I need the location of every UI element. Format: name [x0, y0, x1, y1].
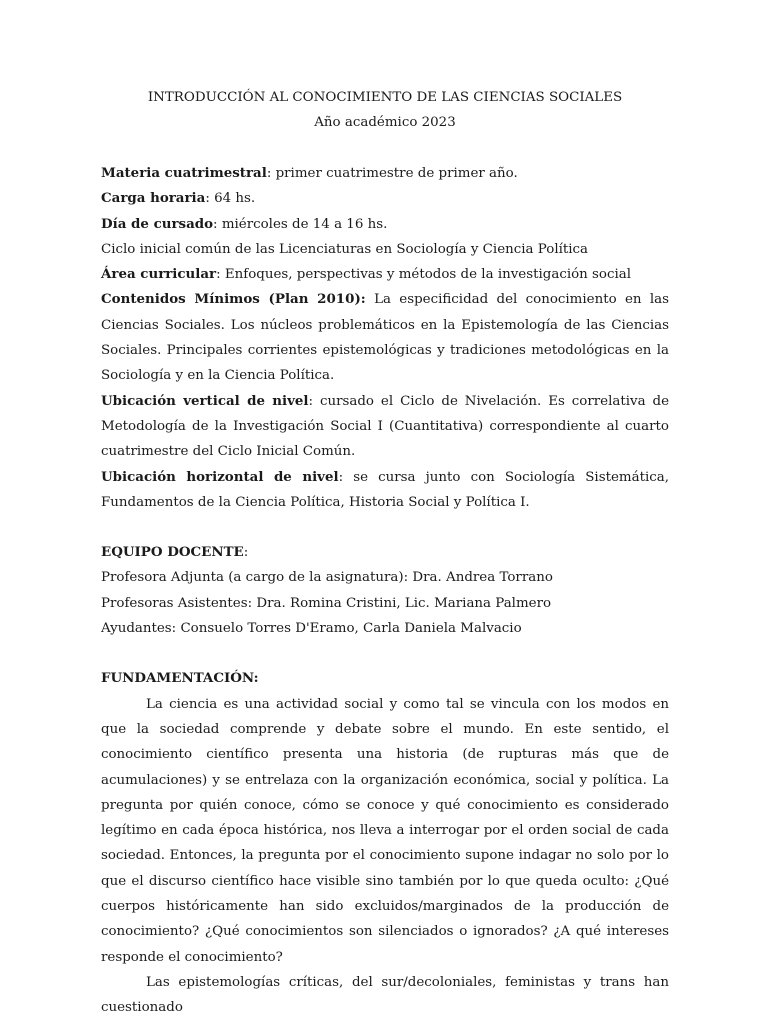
equipo-heading	[101, 540, 669, 565]
vertical-paragraph	[101, 389, 669, 465]
horizontal-paragraph	[101, 465, 669, 516]
equipo-line: Profesora Adjunta (a cargo de la asignatura): Dra. Andrea Torrano	[101, 570, 553, 586]
equipo-heading-text: EQUIPO DOCENTE	[101, 544, 244, 561]
materia-label: Materia cuatrimestral	[101, 165, 267, 181]
academic-year: Año académico 2023	[314, 115, 456, 130]
fundamentacion-heading	[101, 666, 669, 691]
dia-line	[101, 212, 669, 237]
document-body	[101, 85, 669, 1021]
contenidos-paragraph	[101, 287, 669, 388]
materia-line	[101, 161, 669, 186]
dia-value: : miércoles de 14 a 16 hs.	[213, 216, 388, 232]
fundamentacion-paragraph-2: Las epistemologías críticas, del sur/decoloniales, feministas y trans han cuestionado	[101, 974, 669, 1016]
equipo-line: Ayudantes: Consuelo Torres D'Eramo, Carla Daniela Malvacio	[101, 621, 522, 637]
vertical-value: : cursado el Ciclo de Nivelación. Es correlativa de Metodología de la Investigación Social I (Cuantitativa) correspondiente al cuarto cuatrimestre del Ciclo Inicial Común.	[101, 393, 669, 460]
carga-line	[101, 186, 669, 211]
equipo-line: Profesoras Asistentes: Dra. Romina Cristini, Lic. Mariana Palmero	[101, 595, 552, 611]
dia-label: Día de cursado	[101, 215, 214, 232]
fundamentacion-paragraph-1: La ciencia es una actividad social y como tal se vincula con los modos en que la sociedad comprende y debate sobre el mundo. En este sentido, el conocimiento científico presenta una historia (de rupturas más que de acumulaciones) y se entrelaza con la organización económica, social y política. La pregunta por quién conoce, cómo se conoce y qué conocimiento es considerado legítimo en cada época histórica, nos lleva a interrogar por el orden social de cada sociedad. Entonces, la pregunta por el conocimiento supone indagar no solo por lo que el discurso científico hace visible sino también por lo que queda oculto: ¿Qué cuerpos históricamente han sido excluidos/marginados de la producción de conocimiento? ¿Qué conocimientos son silenciados o ignorados? ¿A qué intereses responde el conocimiento?	[101, 696, 669, 965]
area-line	[101, 262, 669, 287]
contenidos-value: La especificidad del conocimiento en las Ciencias Sociales. Los núcleos problemáticos en la Epistemología de las Ciencias Sociales. Principales corrientes epistemológicas y tradiciones metodológicas en la Sociología y en la Ciencia Política.	[101, 292, 669, 384]
ciclo-line: Ciclo inicial común de las Licenciaturas en Sociología y Ciencia Política	[101, 241, 589, 257]
horizontal-value: : se cursa junto con Sociología Sistemática, Fundamentos de la Ciencia Política, Historia Social y Política I.	[101, 469, 669, 510]
contenidos-label: Contenidos Mínimos (Plan 2010):	[101, 291, 366, 308]
carga-value: : 64 hs.	[205, 191, 256, 207]
materia-value: : primer cuatrimestre de primer año.	[266, 166, 518, 181]
horizontal-label: Ubicación horizontal de nivel	[101, 468, 339, 485]
fundamentacion-heading-text: FUNDAMENTACIÓN:	[101, 670, 259, 687]
vertical-label: Ubicación vertical de nivel	[101, 392, 309, 409]
area-value: : Enfoques, perspectivas y métodos de la investigación social	[216, 267, 632, 283]
equipo-heading-suffix: :	[243, 545, 249, 561]
area-label: Área curricular	[101, 266, 217, 283]
document-title: INTRODUCCIÓN AL CONOCIMIENTO DE LAS CIENCIAS SOCIALES	[147, 90, 623, 105]
carga-label: Carga horaria	[101, 190, 206, 207]
